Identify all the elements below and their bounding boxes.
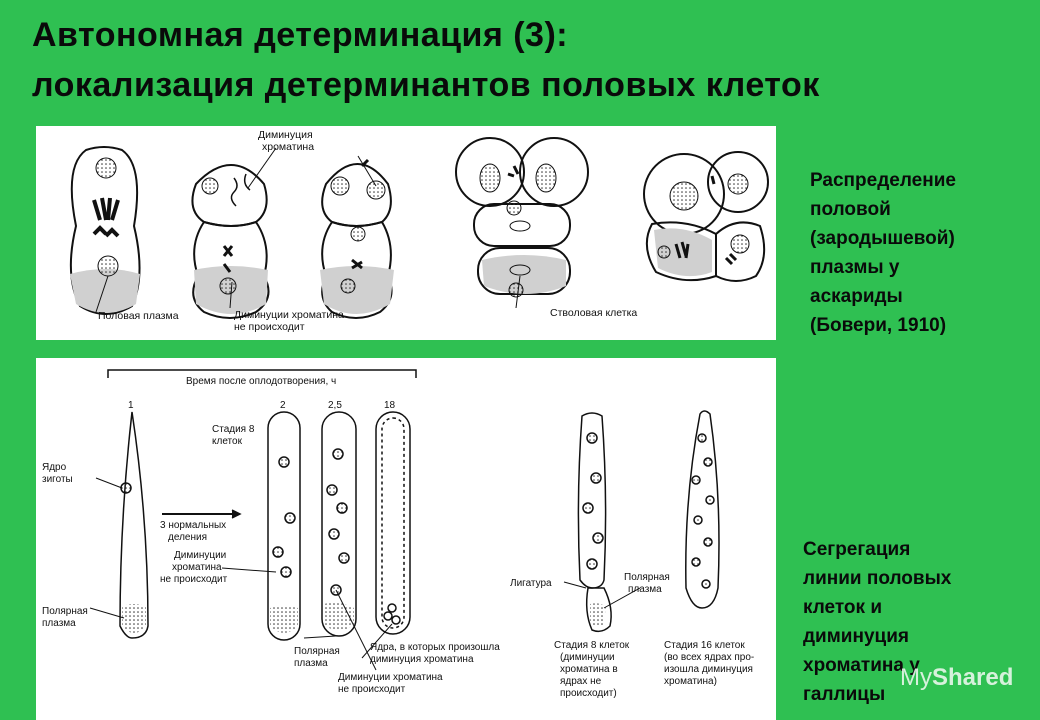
label-polar-2: плазма <box>42 618 76 629</box>
label-nodim-b-1: Диминуции хроматина <box>338 672 443 683</box>
caption-line: Распределение <box>810 170 956 191</box>
label-polar-1: Полярная <box>42 606 88 617</box>
label-no-diminution-2: не происходит <box>234 321 305 333</box>
caption-line: Сегрегация <box>803 539 911 560</box>
caption-line: половой <box>810 199 891 220</box>
caption-line: клеток и <box>803 597 883 618</box>
label-ligature: Лигатура <box>510 578 552 589</box>
label-st8-3: хроматина в <box>560 664 618 675</box>
label-nodim-3: не происходит <box>160 574 228 585</box>
egg-ligature <box>564 413 640 631</box>
egg-blastoderm <box>376 412 410 634</box>
label-polar-c-2: плазма <box>628 584 662 595</box>
label-nodim-b-2: не происходит <box>338 684 406 695</box>
label-polar-b-2: плазма <box>294 658 328 669</box>
label-st16-2: (во всех ядрах про- <box>664 652 755 663</box>
time-2: 2 <box>280 400 286 411</box>
label-st8-1: Стадия 8 клеток <box>554 640 630 651</box>
time-1: 1 <box>128 400 134 411</box>
ascaris-four-cell <box>456 138 588 297</box>
label-zygote-2: зиготы <box>42 474 73 485</box>
caption-line: аскариды <box>810 286 903 307</box>
label-st16-1: Стадия 16 клеток <box>664 640 745 651</box>
ascaris-two-cell-late <box>320 160 394 318</box>
label-diminution-1: Диминуция <box>258 129 313 141</box>
label-nodim-1: Диминуции <box>174 550 227 561</box>
label-stem-cell: Стволовая клетка <box>550 307 638 319</box>
page-title-line-1: Автономная детерминация (3): <box>32 16 569 54</box>
caption-line: (зародышевой) <box>810 228 955 249</box>
label-st8-2: (диминуции <box>560 652 615 663</box>
caption-line: (Бовери, 1910) <box>810 315 947 336</box>
label-nuclei-1: Ядра, в которых произошла <box>370 642 500 653</box>
caption-line: галлицы <box>803 684 886 705</box>
egg-stage-8 <box>268 412 300 640</box>
gall-midge-figure <box>36 358 776 720</box>
label-zygote-1: Ядро <box>42 462 67 473</box>
label-no-diminution-1: Диминуции хроматина <box>234 309 344 321</box>
ascaris-egg-1 <box>70 147 140 314</box>
egg-stage-2-5 <box>322 412 356 636</box>
label-polar-c-1: Полярная <box>624 572 670 583</box>
label-germ-plasm: Половая плазма <box>98 310 179 322</box>
time-18: 18 <box>384 400 396 411</box>
egg-zygote <box>90 412 148 638</box>
label-nuclei-2: диминуция хроматина <box>370 654 474 665</box>
label-polar-b-1: Полярная <box>294 646 340 657</box>
ascaris-diagram-svg <box>36 126 776 340</box>
egg-stage-16 <box>686 411 719 608</box>
ascaris-two-cell-diminution <box>192 165 268 318</box>
page-title-line-2: локализация детерминантов половых клеток <box>32 66 820 104</box>
gall-midge-diagram-svg <box>36 358 776 720</box>
label-stage8-1: Стадия 8 <box>212 424 255 435</box>
ascaris-germ-plasm-figure <box>36 126 776 340</box>
caption-line: хроматина у <box>803 655 920 676</box>
label-diminution-2: хроматина <box>262 141 315 153</box>
watermark-logo <box>900 664 1013 692</box>
label-nodim-2: хроматина <box>172 562 222 573</box>
time-header: Время после оплодотворения, ч <box>186 376 337 387</box>
label-stage8-2: клеток <box>212 436 242 447</box>
caption-line: линии половых <box>803 568 952 589</box>
label-st8-4: ядрах не <box>560 676 602 687</box>
label-divisions-2: деления <box>168 532 207 543</box>
time-2-5: 2,5 <box>328 400 342 411</box>
label-st16-4: хроматина) <box>664 676 717 687</box>
ascaris-later-stage <box>644 152 768 281</box>
label-divisions-1: 3 нормальных <box>160 520 227 531</box>
watermark-my: My <box>900 664 932 691</box>
label-st8-5: происходит) <box>560 688 617 699</box>
label-st16-3: изошла диминуция <box>664 664 753 675</box>
caption-line: плазмы у <box>810 257 900 278</box>
ascaris-caption <box>810 166 956 340</box>
caption-line: диминуция <box>803 626 909 647</box>
watermark-shared: Shared <box>932 664 1014 691</box>
